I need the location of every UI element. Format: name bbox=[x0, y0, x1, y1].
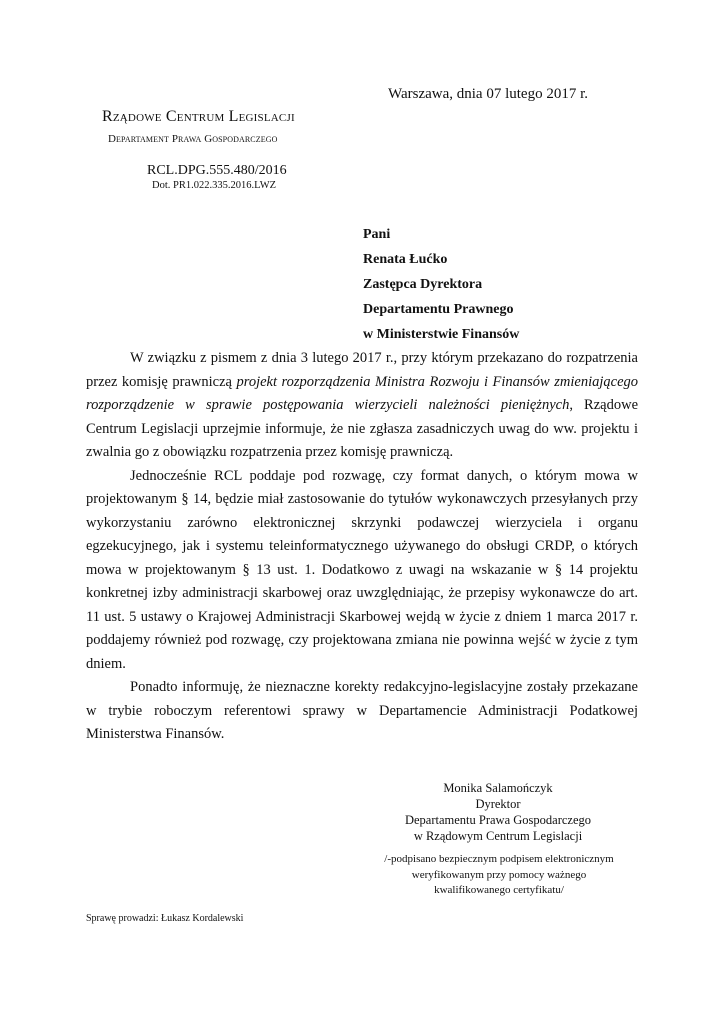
reference-dot: Dot. PR1.022.335.2016.LWZ bbox=[152, 180, 277, 191]
department-name bbox=[108, 133, 277, 145]
signer-institution: w Rządowym Centrum Legislacji bbox=[413, 829, 583, 843]
stamp-line-1: /-podpisano bezpiecznym podpisem elektronicznym bbox=[384, 853, 614, 865]
signature-block bbox=[388, 780, 608, 844]
signer-name: Monika Salamończyk bbox=[443, 781, 553, 795]
letter-body bbox=[86, 347, 638, 747]
signer-title: Dyrektor bbox=[475, 797, 521, 811]
paragraph-1-start: W związku z pismem z dnia 3 lutego 2017 r., przy którym przekazano do rozpatrzenia przez komisję prawniczą bbox=[86, 350, 638, 390]
addressee-salutation: Pani bbox=[363, 227, 391, 242]
paragraph-1 bbox=[86, 347, 638, 465]
place-date: Warszawa, dnia 07 lutego 2017 r. bbox=[388, 86, 588, 102]
electronic-signature-note bbox=[366, 852, 632, 899]
addressee-position: Zastępca Dyrektora bbox=[363, 277, 483, 292]
case-handler: Sprawę prowadzi: Łukasz Kordalewski bbox=[86, 913, 244, 924]
reference-number: RCL.DPG.555.480/2016 bbox=[147, 163, 287, 178]
stamp-line-2: weryfikowanym przy pomocy ważnego bbox=[411, 868, 587, 881]
addressee-institution: w Ministerstwie Finansów bbox=[363, 327, 520, 342]
paragraph-1-italic: projekt rozporządzenia Ministra Rozwoju i Finansów zmieniającego rozporządzenie w sprawie postępowania wierzycieli należności pieniężnych bbox=[86, 373, 639, 413]
organization-name bbox=[102, 108, 295, 126]
signer-department: Departamentu Prawa Gospodarczego bbox=[404, 813, 592, 827]
department-name-text: Departament Prawa Gospodarczego bbox=[108, 133, 278, 145]
organization-name-text: Rządowe Centrum Legislacji bbox=[102, 108, 295, 125]
stamp-line-3: kwalifikowanego certyfikatu/ bbox=[434, 884, 564, 896]
addressee-department: Departamentu Prawnego bbox=[363, 302, 514, 317]
paragraph-1-end: , Rządowe Centrum Legislacji uprzejmie informuje, że nie zgłasza zasadniczych uwag do ww. projektu i zwalnia go z obowiązku rozpatrzenia przez komisję prawniczą. bbox=[86, 397, 639, 460]
paragraph-2: Jednocześnie RCL poddaje pod rozwagę, czy format danych, o którym mowa w projektowanym § 14, będzie miał zastosowanie do tytułów wykonawczych przesyłanych przy wykorzystaniu zarówno elektronicznej skrzynki podawczej wierzyciela i organu egzekucyjnego, jak i systemu teleinformatycznego używanego do obsługi CRDP, o których mowa w projektowanym § 13 ust. 1. Dodatkowo z uwagi na wskazanie w § 14 projektu konkretnej izby administracji skarbowej oraz uwzględniając, że przepisy wykonawcze do art. 11 ust. 5 ustawy o Krajowej Administracji Skarbowej wejdą w życie z dniem 1 marca 2017 r. poddajemy również pod rozwagę, czy projektowana zmiana nie powinna wejść w życie z tym dniem. bbox=[86, 467, 638, 672]
addressee-name: Renata Łućko bbox=[363, 252, 448, 267]
paragraph-3: Ponadto informuję, że nieznaczne korekty redakcyjno-legislacyjne zostały przekazane w trybie roboczym referentowi sprawy w Departamencie Administracji Podatkowej Ministerstwa Finansów. bbox=[86, 679, 638, 742]
